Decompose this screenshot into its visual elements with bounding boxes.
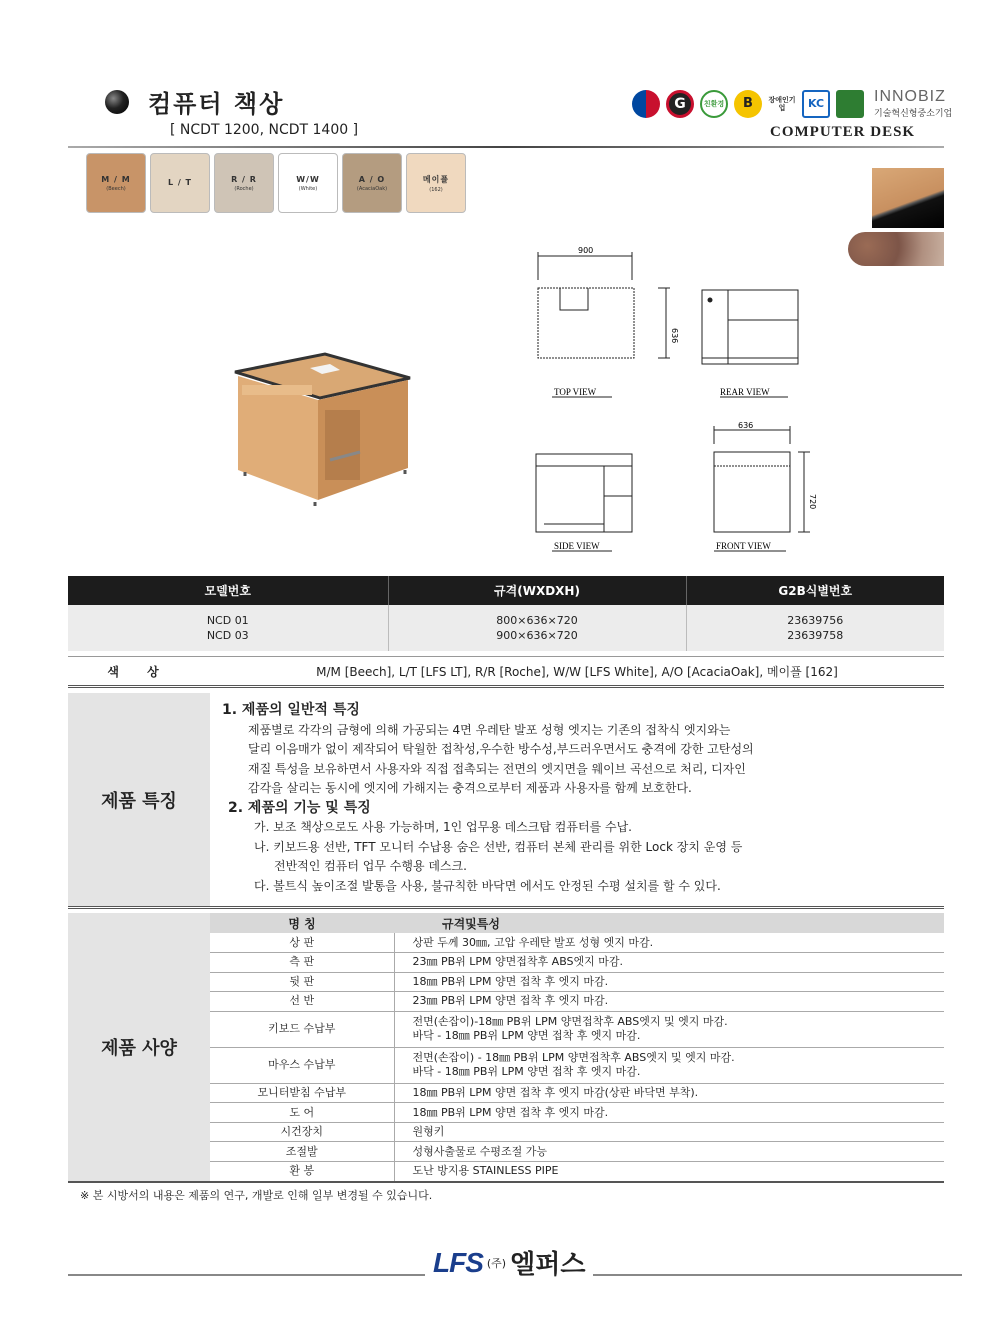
col-name-header: 명 칭	[210, 913, 394, 933]
g2b-cell	[686, 605, 944, 651]
part-name: 키보드 수납부	[210, 1011, 394, 1047]
swatch-code: 메이플	[422, 174, 450, 184]
part-name: 상 판	[210, 933, 394, 953]
title-bullet-icon	[105, 90, 129, 114]
front-view-label: FRONT VIEW	[716, 541, 771, 551]
disabled-enterprise-icon	[768, 90, 796, 118]
color-row	[68, 656, 944, 688]
part-spec: 18㎜ PB위 LPM 양면 접착 후 엣지 마감(상판 바닥면 부착).	[394, 1083, 944, 1103]
feature-heading-2: 2. 제품의 기능 및 특징	[228, 799, 371, 816]
swatch-name: (Roche)	[234, 185, 254, 192]
side-view-label: SIDE VIEW	[554, 541, 600, 551]
dim-height-label: 720	[808, 494, 817, 510]
part-spec	[394, 1011, 944, 1047]
header-g2b: G2B식별번호	[686, 576, 944, 605]
header-divider	[68, 146, 944, 148]
disabled-enterprise-label: 장애인기업	[768, 95, 796, 112]
table-row	[210, 1011, 944, 1047]
g2b-1: 23639756	[787, 614, 844, 627]
feature-line: 제품별로 각각의 금형에 의해 가공되는 4면 우레탄 발포 성형 엣지는 기존의 접착식 엣지와는	[248, 722, 731, 737]
rear-view-label: REAR VIEW	[720, 387, 770, 397]
innobiz-text: INNOBIZ	[874, 88, 946, 105]
part-spec: 18㎜ PB위 LPM 양면 접착 후 엣지 마감.	[394, 1103, 944, 1123]
part-spec-line: 바닥 - 18㎜ PB위 LPM 양면 접착 후 엣지 마감.	[412, 1029, 641, 1043]
footnote: ※ 본 시방서의 내용은 제품의 연구, 개발로 인해 일부 변경될 수 있습니다.	[80, 1189, 433, 1202]
part-spec: 성형사출물로 수평조절 가능	[394, 1142, 944, 1162]
table-row	[210, 992, 944, 1012]
table-row	[210, 953, 944, 973]
desk-product-image	[230, 340, 430, 520]
brand-title: COMPUTER DESK	[770, 124, 916, 140]
swatch-lt	[150, 153, 210, 213]
swatch-beech	[86, 153, 146, 213]
part-spec	[394, 1047, 944, 1083]
color-value: M/M [Beech], L/T [LFS LT], R/R [Roche], W/W [LFS White], A/O [AcaciaOak], 메이플 [162]	[316, 664, 838, 679]
features-section	[68, 693, 944, 909]
swatch-code: R / R	[231, 174, 257, 184]
corp-mark: (주)	[486, 1256, 507, 1270]
feature-line: 달리 이음매가 없이 제작되어 탁월한 접착성,우수한 방수성,부드러우면서도 충격에 강한 고탄성의	[248, 742, 754, 756]
part-spec: 23㎜ PB위 LPM 양면접착후 ABS엣지 마감.	[394, 953, 944, 973]
color-swatches	[86, 153, 466, 213]
part-spec-line: 전면(손잡이) - 18㎜ PB위 LPM 양면접착후 ABS엣지 및 엣지 마감.	[412, 1051, 735, 1065]
technical-drawings	[520, 244, 840, 554]
feature-line: 감각을 살리는 동시에 엣지에 가해지는 충격으로부터 제품과 사용자를 함께 보호한다.	[248, 781, 692, 795]
top-view-label: TOP VIEW	[554, 387, 597, 397]
swatch-code: L / T	[167, 177, 193, 187]
table-row	[210, 1142, 944, 1162]
table-row	[210, 972, 944, 992]
product-spec-table	[210, 913, 944, 1181]
table-row	[210, 1161, 944, 1181]
swatch-acaciaoak	[342, 153, 402, 213]
swatch-name: (AcaciaOak)	[356, 185, 388, 192]
korea-mark-icon	[632, 90, 660, 118]
feature-item-a: 가. 보조 책상으로도 사용 가능하며, 1인 업무용 데스크탑 컴퓨터를 수납.	[254, 820, 632, 834]
model-2: NCD 03	[206, 629, 249, 642]
b-mark-icon: B	[734, 90, 762, 118]
g-mark-icon: G	[666, 90, 694, 118]
table-row	[210, 1083, 944, 1103]
swatch-roche	[214, 153, 274, 213]
part-spec-line: 바닥 - 18㎜ PB위 LPM 양면 접착 후 엣지 마감.	[412, 1065, 641, 1079]
model-cell	[68, 605, 388, 651]
part-spec-line: 전면(손잡이)-18㎜ PB위 LPM 양면접착후 ABS엣지 및 엣지 마감.	[412, 1015, 728, 1029]
dim-depth-front-label: 636	[738, 421, 754, 430]
innobiz-subtext: 기술혁신형중소기업	[874, 108, 953, 118]
table-row	[210, 1047, 944, 1083]
part-name: 뒷 판	[210, 972, 394, 992]
company-name: 엘퍼스	[510, 1250, 586, 1280]
header-size: 규격(WXDXH)	[388, 576, 686, 605]
innobiz-mark	[874, 88, 952, 119]
swatch-maple	[406, 153, 466, 213]
model-subtitle: [ NCDT 1200, NCDT 1400 ]	[170, 122, 359, 138]
product-spec-section	[68, 913, 944, 1183]
table-row	[210, 1122, 944, 1142]
edge-cross-section-image	[848, 232, 944, 266]
features-label: 제품 특징	[68, 693, 210, 906]
lfs-logo-text: LFS	[433, 1246, 483, 1278]
part-spec: 상판 두께 30㎜, 고압 우레탄 발포 성형 엣지 마감.	[394, 933, 944, 953]
part-name: 조절발	[210, 1142, 394, 1162]
g2b-2: 23639758	[787, 629, 844, 642]
feature-item-b-cont: 전반적인 컴퓨터 업무 수행용 데스크.	[274, 859, 467, 873]
part-name: 도 어	[210, 1103, 394, 1123]
kc-mark-icon: KC	[802, 90, 830, 118]
part-name: 마우스 수납부	[210, 1047, 394, 1083]
feature-line: 재질 특성을 보유하면서 사용자와 직접 접촉되는 전면의 엣지면을 웨이브 곡선으로 처리, 디자인	[248, 761, 746, 776]
part-spec: 도난 방지용 STAINLESS PIPE	[412, 1164, 559, 1178]
feature-heading-1: 1. 제품의 일반적 특징	[222, 702, 360, 718]
product-spec-label: 제품 사양	[68, 913, 210, 1181]
part-spec: 18㎜ PB위 LPM 양면 접착 후 엣지 마감.	[394, 972, 944, 992]
feature-item-b: 나. 키보드용 선반, TFT 모니터 수납용 숨은 선반, 컴퓨터 본체 관리를 위한 Lock 장치 운영 등	[254, 839, 743, 854]
size-2: 900×636×720	[496, 629, 578, 642]
page-title: 컴퓨터 책상	[148, 90, 285, 118]
company-logo	[425, 1244, 593, 1281]
header-model: 모델번호	[68, 576, 388, 605]
swatch-name: (White)	[298, 185, 318, 192]
model-spec-table	[68, 576, 944, 651]
size-cell	[388, 605, 686, 651]
swatch-name: (Beech)	[106, 185, 126, 192]
part-name: 측 판	[210, 953, 394, 973]
swatch-name: (162)	[429, 186, 443, 193]
part-name: 선 반	[210, 992, 394, 1012]
dim-width-label: 900	[578, 246, 594, 255]
part-name: 시건장치	[210, 1122, 394, 1142]
table-row	[210, 1103, 944, 1123]
innobiz-building-icon	[836, 90, 864, 118]
model-1: NCD 01	[206, 614, 249, 627]
table-row	[210, 933, 944, 953]
part-spec: 원형키	[394, 1122, 944, 1142]
swatch-code: M / M	[101, 174, 131, 184]
part-spec: 23㎜ PB위 LPM 양면 접착 후 엣지 마감.	[394, 992, 944, 1012]
part-name: 환 봉	[210, 1161, 394, 1181]
swatch-white	[278, 153, 338, 213]
features-body	[210, 693, 944, 906]
part-name: 모니터받침 수납부	[210, 1083, 394, 1103]
edge-profile-image	[872, 168, 944, 228]
swatch-code: A / O	[358, 174, 386, 184]
feature-item-c: 다. 볼트식 높이조절 발통을 사용, 불규칙한 바닥면 에서도 안정된 수평 설치를 할 수 있다.	[254, 878, 721, 893]
certification-logos	[632, 88, 952, 119]
eco-label-icon: 친환경	[700, 90, 728, 118]
size-1: 800×636×720	[496, 614, 578, 627]
color-label: 색 상	[107, 664, 171, 679]
swatch-code: W/W	[296, 174, 320, 184]
col-spec-header: 규격및특성	[394, 913, 944, 933]
dim-depth-top-label: 636	[670, 328, 679, 344]
